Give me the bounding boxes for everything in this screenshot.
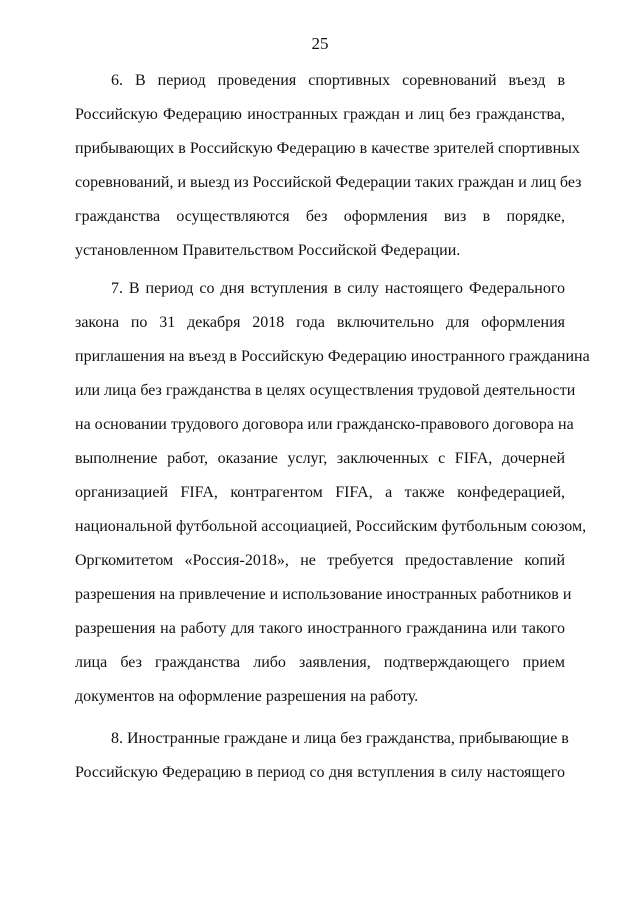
paragraph-7 [75,272,590,714]
paragraph-8 [75,722,569,790]
paragraph-line: или лица без гражданства в целях осуществления трудовой деятельности [75,382,576,399]
paragraph-line: организацией FIFA, контрагентом FIFA, а также конфедерацией, [75,484,565,501]
paragraph-line: на основании трудового договора или гражданско-правового договора на [75,416,574,433]
paragraph-line: национальной футбольной ассоциацией, Российским футбольным союзом, [75,518,587,535]
paragraph-line: Российскую Федерацию в период со дня вступления в силу настоящего [75,764,565,781]
paragraph-line: соревнований, и выезд из Российской Федерации таких граждан и лиц без [75,174,582,191]
paragraph-line: Оргкомитетом «Россия-2018», не требуется предоставление копий [75,552,565,569]
paragraph-line: прибывающих в Российскую Федерацию в качестве зрителей спортивных [75,140,580,157]
paragraph-line: разрешения на работу для такого иностранного гражданина или такого [75,620,565,637]
paragraph-line: лица без гражданства либо заявления, подтверждающего прием [75,654,565,671]
paragraph-line: 7. В период со дня вступления в силу настоящего Федерального [111,280,565,297]
paragraph-line: разрешения на привлечение и использование иностранных работников и [75,586,572,603]
paragraph-line: закона по 31 декабря 2018 года включительно для оформления [75,314,565,331]
paragraph-line: 8. Иностранные граждане и лица без гражданства, прибывающие в [111,730,569,747]
paragraph-6 [75,64,582,268]
page-number: 25 [311,34,329,53]
paragraph-line: установленном Правительством Российской Федерации. [75,242,461,259]
paragraph-line: 6. В период проведения спортивных соревнований въезд в [111,72,565,89]
paragraph-line: выполнение работ, оказание услуг, заключенных с FIFA, дочерней [75,450,565,467]
paragraph-line: Российскую Федерацию иностранных граждан и лиц без гражданства, [75,106,565,123]
paragraph-line: приглашения на въезд в Российскую Федерацию иностранного гражданина [75,348,590,365]
paragraph-line: документов на оформление разрешения на работу. [75,688,419,705]
paragraph-line: гражданства осуществляются без оформления виз в порядке, [75,208,565,225]
